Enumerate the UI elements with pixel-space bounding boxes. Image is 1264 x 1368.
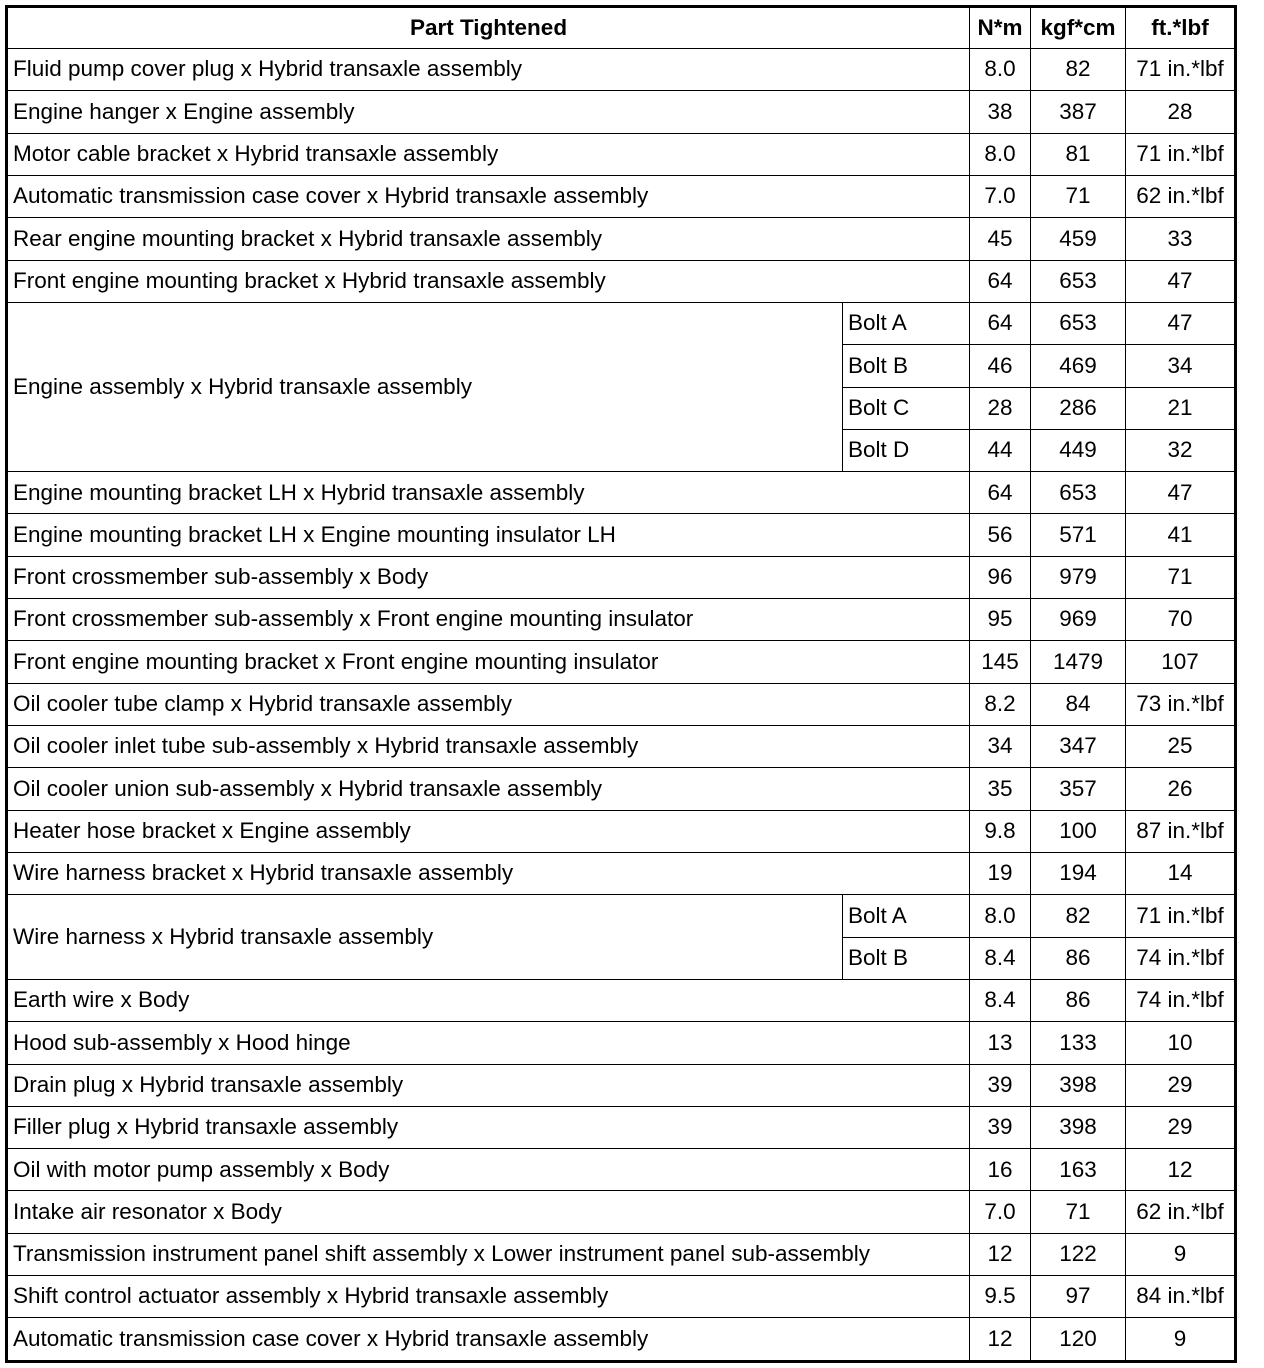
table-row [7, 726, 1236, 768]
kgf-cell: 82 [1031, 49, 1126, 91]
ft-cell: 71 [1126, 556, 1236, 598]
ft-cell: 47 [1126, 472, 1236, 514]
bolt-cell: Bolt B [843, 345, 970, 387]
table-body [7, 49, 1236, 1362]
bolt-cell: Bolt D [843, 429, 970, 471]
nm-cell: 13 [970, 1022, 1031, 1064]
header-nm: N*m [970, 7, 1031, 49]
kgf-cell: 459 [1031, 218, 1126, 260]
ft-cell: 34 [1126, 345, 1236, 387]
nm-cell: 39 [970, 1064, 1031, 1106]
nm-cell: 64 [970, 260, 1031, 302]
kgf-cell: 469 [1031, 345, 1126, 387]
part-cell: Heater hose bracket x Engine assembly [7, 810, 970, 852]
nm-cell: 46 [970, 345, 1031, 387]
bolt-cell: Bolt A [843, 895, 970, 937]
ft-cell: 29 [1126, 1064, 1236, 1106]
kgf-cell: 1479 [1031, 641, 1126, 683]
kgf-cell: 71 [1031, 175, 1126, 217]
nm-cell: 8.4 [970, 979, 1031, 1021]
table-row [7, 556, 1236, 598]
part-cell: Oil cooler union sub-assembly x Hybrid transaxle assembly [7, 768, 970, 810]
nm-cell: 44 [970, 429, 1031, 471]
ft-cell: 71 in.*lbf [1126, 895, 1236, 937]
ft-cell: 25 [1126, 726, 1236, 768]
kgf-cell: 286 [1031, 387, 1126, 429]
nm-cell: 8.2 [970, 683, 1031, 725]
ft-cell: 9 [1126, 1233, 1236, 1275]
part-cell: Front crossmember sub-assembly x Front engine mounting insulator [7, 599, 970, 641]
table-row [7, 1276, 1236, 1318]
part-cell: Oil cooler tube clamp x Hybrid transaxle assembly [7, 683, 970, 725]
kgf-cell: 387 [1031, 91, 1126, 133]
kgf-cell: 979 [1031, 556, 1126, 598]
ft-cell: 71 in.*lbf [1126, 49, 1236, 91]
table-row [7, 1191, 1236, 1233]
part-cell: Front engine mounting bracket x Front engine mounting insulator [7, 641, 970, 683]
nm-cell: 35 [970, 768, 1031, 810]
table-row [7, 810, 1236, 852]
kgf-cell: 653 [1031, 302, 1126, 344]
ft-cell: 33 [1126, 218, 1236, 260]
kgf-cell: 71 [1031, 1191, 1126, 1233]
table-row [7, 260, 1236, 302]
kgf-cell: 163 [1031, 1149, 1126, 1191]
kgf-cell: 86 [1031, 937, 1126, 979]
kgf-cell: 347 [1031, 726, 1126, 768]
ft-cell: 73 in.*lbf [1126, 683, 1236, 725]
part-cell: Motor cable bracket x Hybrid transaxle assembly [7, 133, 970, 175]
ft-cell: 47 [1126, 260, 1236, 302]
part-cell: Oil with motor pump assembly x Body [7, 1149, 970, 1191]
ft-cell: 28 [1126, 91, 1236, 133]
kgf-cell: 133 [1031, 1022, 1126, 1064]
part-cell: Front engine mounting bracket x Hybrid transaxle assembly [7, 260, 970, 302]
ft-cell: 71 in.*lbf [1126, 133, 1236, 175]
header-row [7, 7, 1236, 49]
ft-cell: 9 [1126, 1318, 1236, 1362]
nm-cell: 8.0 [970, 895, 1031, 937]
kgf-cell: 969 [1031, 599, 1126, 641]
table-row [7, 218, 1236, 260]
table-row [7, 1149, 1236, 1191]
bolt-cell: Bolt B [843, 937, 970, 979]
nm-cell: 64 [970, 302, 1031, 344]
table-row [7, 91, 1236, 133]
nm-cell: 19 [970, 852, 1031, 894]
ft-cell: 10 [1126, 1022, 1236, 1064]
nm-cell: 9.8 [970, 810, 1031, 852]
nm-cell: 34 [970, 726, 1031, 768]
torque-specification-table [5, 5, 1237, 1363]
header-part-tightened: Part Tightened [7, 7, 970, 49]
part-cell: Intake air resonator x Body [7, 1191, 970, 1233]
kgf-cell: 97 [1031, 1276, 1126, 1318]
kgf-cell: 194 [1031, 852, 1126, 894]
ft-cell: 14 [1126, 852, 1236, 894]
part-cell: Filler plug x Hybrid transaxle assembly [7, 1106, 970, 1148]
nm-cell: 56 [970, 514, 1031, 556]
part-cell: Oil cooler inlet tube sub-assembly x Hybrid transaxle assembly [7, 726, 970, 768]
kgf-cell: 653 [1031, 260, 1126, 302]
bolt-cell: Bolt A [843, 302, 970, 344]
table-row [7, 599, 1236, 641]
nm-cell: 9.5 [970, 1276, 1031, 1318]
kgf-cell: 81 [1031, 133, 1126, 175]
nm-cell: 8.0 [970, 49, 1031, 91]
ft-cell: 107 [1126, 641, 1236, 683]
nm-cell: 8.4 [970, 937, 1031, 979]
kgf-cell: 120 [1031, 1318, 1126, 1362]
kgf-cell: 398 [1031, 1106, 1126, 1148]
kgf-cell: 398 [1031, 1064, 1126, 1106]
ft-cell: 62 in.*lbf [1126, 175, 1236, 217]
ft-cell: 87 in.*lbf [1126, 810, 1236, 852]
ft-cell: 74 in.*lbf [1126, 937, 1236, 979]
table-row [7, 1106, 1236, 1148]
table-row [7, 1022, 1236, 1064]
nm-cell: 64 [970, 472, 1031, 514]
ft-cell: 26 [1126, 768, 1236, 810]
kgf-cell: 122 [1031, 1233, 1126, 1275]
kgf-cell: 653 [1031, 472, 1126, 514]
part-cell: Drain plug x Hybrid transaxle assembly [7, 1064, 970, 1106]
table-row [7, 641, 1236, 683]
table-row [7, 1318, 1236, 1362]
nm-cell: 8.0 [970, 133, 1031, 175]
part-cell: Front crossmember sub-assembly x Body [7, 556, 970, 598]
ft-cell: 84 in.*lbf [1126, 1276, 1236, 1318]
table-row [7, 1233, 1236, 1275]
table-row [7, 472, 1236, 514]
header-ft-lbf: ft.*lbf [1126, 7, 1236, 49]
part-cell: Engine assembly x Hybrid transaxle assembly [7, 302, 843, 471]
table-row [7, 979, 1236, 1021]
table-row [7, 768, 1236, 810]
part-cell: Earth wire x Body [7, 979, 970, 1021]
table-row [7, 133, 1236, 175]
ft-cell: 62 in.*lbf [1126, 1191, 1236, 1233]
part-cell: Transmission instrument panel shift assembly x Lower instrument panel sub-assembly [7, 1233, 970, 1275]
part-cell: Automatic transmission case cover x Hybrid transaxle assembly [7, 175, 970, 217]
ft-cell: 41 [1126, 514, 1236, 556]
nm-cell: 12 [970, 1318, 1031, 1362]
part-cell: Engine hanger x Engine assembly [7, 91, 970, 133]
ft-cell: 29 [1126, 1106, 1236, 1148]
table-row [7, 683, 1236, 725]
part-cell: Engine mounting bracket LH x Hybrid transaxle assembly [7, 472, 970, 514]
kgf-cell: 571 [1031, 514, 1126, 556]
part-cell: Wire harness bracket x Hybrid transaxle assembly [7, 852, 970, 894]
kgf-cell: 86 [1031, 979, 1126, 1021]
ft-cell: 12 [1126, 1149, 1236, 1191]
nm-cell: 7.0 [970, 1191, 1031, 1233]
part-cell: Automatic transmission case cover x Hybrid transaxle assembly [7, 1318, 970, 1362]
table-row [7, 302, 1236, 344]
part-cell: Rear engine mounting bracket x Hybrid transaxle assembly [7, 218, 970, 260]
table-row [7, 895, 1236, 937]
ft-cell: 47 [1126, 302, 1236, 344]
ft-cell: 32 [1126, 429, 1236, 471]
table-row [7, 514, 1236, 556]
bolt-cell: Bolt C [843, 387, 970, 429]
kgf-cell: 357 [1031, 768, 1126, 810]
ft-cell: 70 [1126, 599, 1236, 641]
table-row [7, 852, 1236, 894]
table-row [7, 1064, 1236, 1106]
nm-cell: 145 [970, 641, 1031, 683]
nm-cell: 12 [970, 1233, 1031, 1275]
table-row [7, 175, 1236, 217]
ft-cell: 21 [1126, 387, 1236, 429]
kgf-cell: 449 [1031, 429, 1126, 471]
kgf-cell: 82 [1031, 895, 1126, 937]
part-cell: Hood sub-assembly x Hood hinge [7, 1022, 970, 1064]
table-row [7, 49, 1236, 91]
nm-cell: 28 [970, 387, 1031, 429]
kgf-cell: 84 [1031, 683, 1126, 725]
nm-cell: 38 [970, 91, 1031, 133]
part-cell: Engine mounting bracket LH x Engine mounting insulator LH [7, 514, 970, 556]
nm-cell: 7.0 [970, 175, 1031, 217]
nm-cell: 96 [970, 556, 1031, 598]
part-cell: Fluid pump cover plug x Hybrid transaxle assembly [7, 49, 970, 91]
nm-cell: 39 [970, 1106, 1031, 1148]
header-kgf-cm: kgf*cm [1031, 7, 1126, 49]
nm-cell: 95 [970, 599, 1031, 641]
part-cell: Shift control actuator assembly x Hybrid transaxle assembly [7, 1276, 970, 1318]
nm-cell: 16 [970, 1149, 1031, 1191]
part-cell: Wire harness x Hybrid transaxle assembly [7, 895, 843, 980]
kgf-cell: 100 [1031, 810, 1126, 852]
nm-cell: 45 [970, 218, 1031, 260]
ft-cell: 74 in.*lbf [1126, 979, 1236, 1021]
